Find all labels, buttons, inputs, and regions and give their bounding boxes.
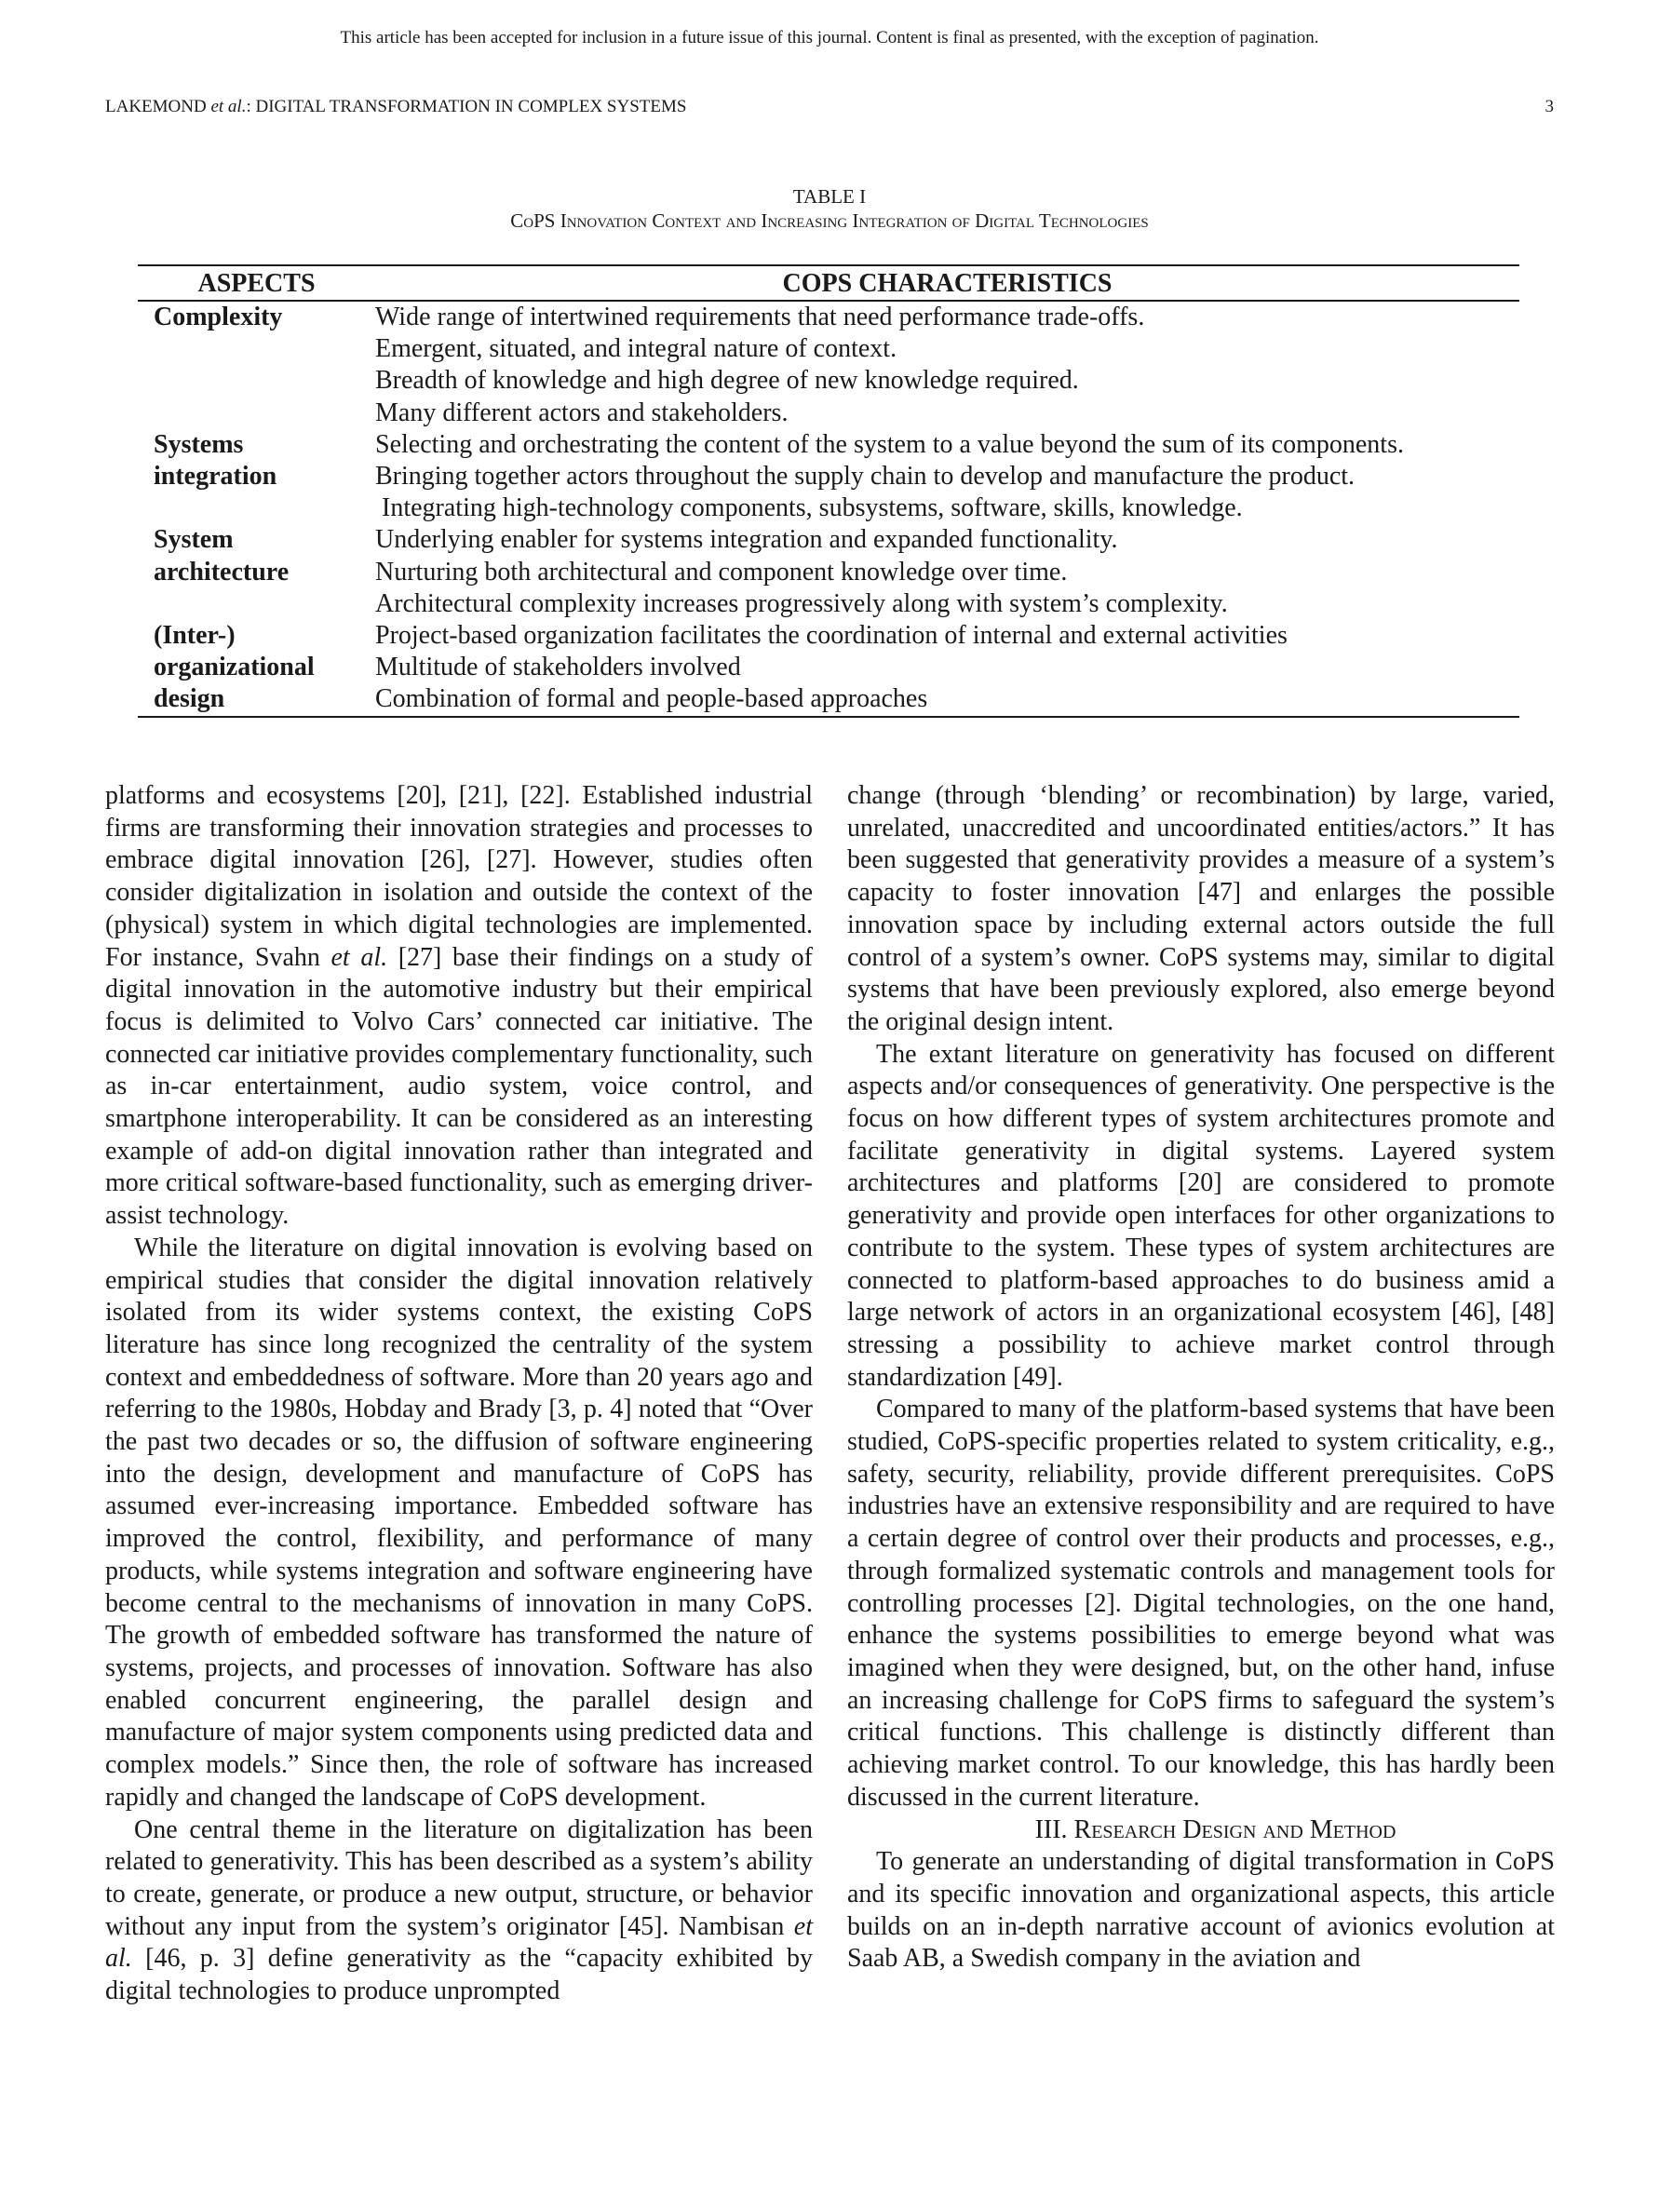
body-paragraph: Compared to many of the platform-based systems that have been studied, CoPS-specific properties related to system criticality, e.g., safety, security, reliability, provide different prerequisites. CoPS industries have an extensive responsibility and are required to have a certain degree of control over their products and processes, e.g., through formalized systematic controls and management tools for controlling processes [2]. Digital technologies, on the one hand, enhance the systems possibilities to emerge beyond what was imagined when they were designed, but, on the other hand, infuse an increasing challenge for CoPS firms to safeguard the system’s critical functions. This challenge is distinctly different than achieving market control. To our knowledge, this has hardly been discussed in the current literature. <box>847 1395 1555 1812</box>
characteristic-line: Integrating high-technology components, subsystems, software, skills, knowledge. <box>375 493 1243 523</box>
acceptance-notice: This article has been accepted for inclusion in a future issue of this journal. Content is final as presented, with the exception of pagination. <box>340 28 1319 47</box>
characteristic-line: Breadth of knowledge and high degree of new knowledge required. <box>375 366 1079 396</box>
characteristic-line: Underlying enabler for systems integration and expanded functionality. <box>375 525 1118 555</box>
aspect-line: Complexity <box>154 303 283 331</box>
table-row <box>138 620 1519 717</box>
aspect-line: (Inter-) <box>154 621 236 651</box>
paragraph-text: [27] base their findings on a study of digital innovation in the automotive industry but their empirical focus is delimited to Volvo Cars’ connected car initiative. The connected car initiative provides complementary functionality, such as in-car entertainment, audio system, voice control, and smartphone interoperability. It can be considered as an interesting example of add-on digital innovation rather than integrated and more critical software-based functionality, such as emerging driver-assist technology. <box>105 942 813 1231</box>
characteristic-line: Selecting and orchestrating the content of the system to a value beyond the sum of its components. <box>375 429 1404 459</box>
aspect-line: design <box>154 684 225 714</box>
body-paragraph: To generate an understanding of digital transformation in CoPS and its specific innovation and organizational aspects, this article builds on an in-depth narrative account of avionics evolution at Saab AB, a Swedish company in the aviation and <box>847 1847 1555 1974</box>
left-column <box>105 780 813 2008</box>
characteristics-table <box>138 264 1519 718</box>
table-label: TABLE I <box>792 185 867 208</box>
table-header-row <box>138 265 1519 301</box>
running-head <box>105 97 1554 117</box>
characteristics-cell <box>375 620 1519 717</box>
characteristic-line: Multitude of stakeholders involved <box>375 653 741 682</box>
aspect-line: integration <box>154 462 277 492</box>
table-row <box>138 301 1519 429</box>
section-heading: III. Research Design and Method <box>1034 1814 1396 1844</box>
running-head-article-title: : DIGITAL TRANSFORMATION IN COMPLEX SYSTEMS <box>246 97 687 116</box>
body-paragraph <box>105 1814 813 2008</box>
aspect-cell <box>138 620 375 717</box>
paragraph-text: One central theme in the literature on digitalization has been related to generativity. This has been described as a system’s ability to create, generate, or produce a new output, structure, or behavior without any input from the system’s originator [45]. Nambisan <box>105 1814 813 1941</box>
characteristics-cell <box>375 429 1519 525</box>
page-number: 3 <box>1544 97 1554 116</box>
characteristics-cell <box>375 301 1519 429</box>
table-caption <box>0 184 1659 233</box>
table-title: CoPS Innovation Context and Increasing Integration of Digital Technologies <box>510 209 1149 232</box>
body-paragraph <box>105 780 813 1233</box>
characteristic-line: Project-based organization facilitates the coordination of internal and external activities <box>375 621 1288 651</box>
aspect-line: architecture <box>154 557 290 587</box>
aspect-line: organizational <box>154 653 315 682</box>
header-aspects: ASPECTS <box>138 265 375 301</box>
characteristic-line: Combination of formal and people-based approaches <box>375 684 928 714</box>
table-row <box>138 524 1519 620</box>
aspect-cell <box>138 301 375 429</box>
characteristic-line: Wide range of intertwined requirements that need performance trade-offs. <box>375 303 1145 331</box>
header-cops-characteristics: COPS CHARACTERISTICS <box>375 265 1519 301</box>
citation-etal: et al. <box>105 1911 813 1974</box>
cops-table <box>138 264 1519 718</box>
table-row <box>138 429 1519 525</box>
characteristics-cell <box>375 524 1519 620</box>
citation-etal: et al. <box>330 942 388 972</box>
paragraph-text: [46, p. 3] define generativity as the “capacity exhibited by digital technologies to produce unprompted <box>105 1944 813 2006</box>
characteristic-line: Architectural complexity increases progressively along with system’s complexity. <box>375 588 1228 618</box>
body-paragraph: The extant literature on generativity has focused on different aspects and/or consequences of generativity. One perspective is the focus on how different types of system architectures promote and facilitate generativity in digital systems. Layered system architectures and platforms [20] are considered to promote generativity and provide open interfaces for other organizations to contribute to the system. These types of system architectures are connected to platform-based approaches to do business amid a large network of actors in an organizational ecosystem [46], [48] stressing a possibility to achieve market control through standardization [49]. <box>847 1039 1555 1392</box>
right-column <box>847 780 1555 1976</box>
aspect-cell <box>138 429 375 525</box>
aspect-line: System <box>154 525 234 555</box>
characteristic-line: Emergent, situated, and integral nature of context. <box>375 334 897 364</box>
body-paragraph: change (through ‘blending’ or recombination) by large, varied, unrelated, unaccredited and uncoordinated entities/actors.” It has been suggested that generativity provides a measure of a system’s capacity to foster innovation [47] and enlarges the possible innovation space by including external actors outside the full control of a system’s owner. CoPS systems may, similar to digital systems that have been previously explored, also emerge beyond the original design intent. <box>847 781 1555 1036</box>
paragraph-text: platforms and ecosystems [20], [21], [22]. Established industrial firms are transforming their innovation strategies and processes to embrace digital innovation [26], [27]. However, studies often consider digitalization in isolation and outside the context of the (physical) system in which digital technologies are implemented. For instance, Svahn <box>105 781 813 972</box>
aspect-cell <box>138 524 375 620</box>
aspect-line: Systems <box>154 429 244 459</box>
running-head-title <box>105 97 686 117</box>
characteristic-line: Nurturing both architectural and component knowledge over time. <box>375 557 1068 587</box>
running-head-authors: LAKEMOND <box>105 97 211 116</box>
running-head-etal: et al. <box>210 97 247 116</box>
characteristic-line: Bringing together actors throughout the supply chain to develop and manufacture the product. <box>375 462 1356 492</box>
characteristic-line: Many different actors and stakeholders. <box>375 398 789 427</box>
body-paragraph: While the literature on digital innovation is evolving based on empirical studies that consider the digital innovation relatively isolated from its wider systems context, the existing CoPS literature has since long recognized the centrality of the system context and embeddedness of software. More than 20 years ago and referring to the 1980s, Hobday and Brady [3, p. 4] noted that “Over the past two decades or so, the diffusion of software engineering into the design, development and manufacture of CoPS has assumed ever-increasing importance. Embedded software has improved the control, flexibility, and performance of many products, while systems integration and software engineering have become central to the mechanisms of innovation in many CoPS. The growth of embedded software has transformed the nature of systems, projects, and processes of innovation. Software has also enabled concurrent engineering, the parallel design and manufacture of major system components using predicted data and complex models.” Since then, the role of software has increased rapidly and changed the landscape of CoPS development. <box>105 1233 813 1812</box>
